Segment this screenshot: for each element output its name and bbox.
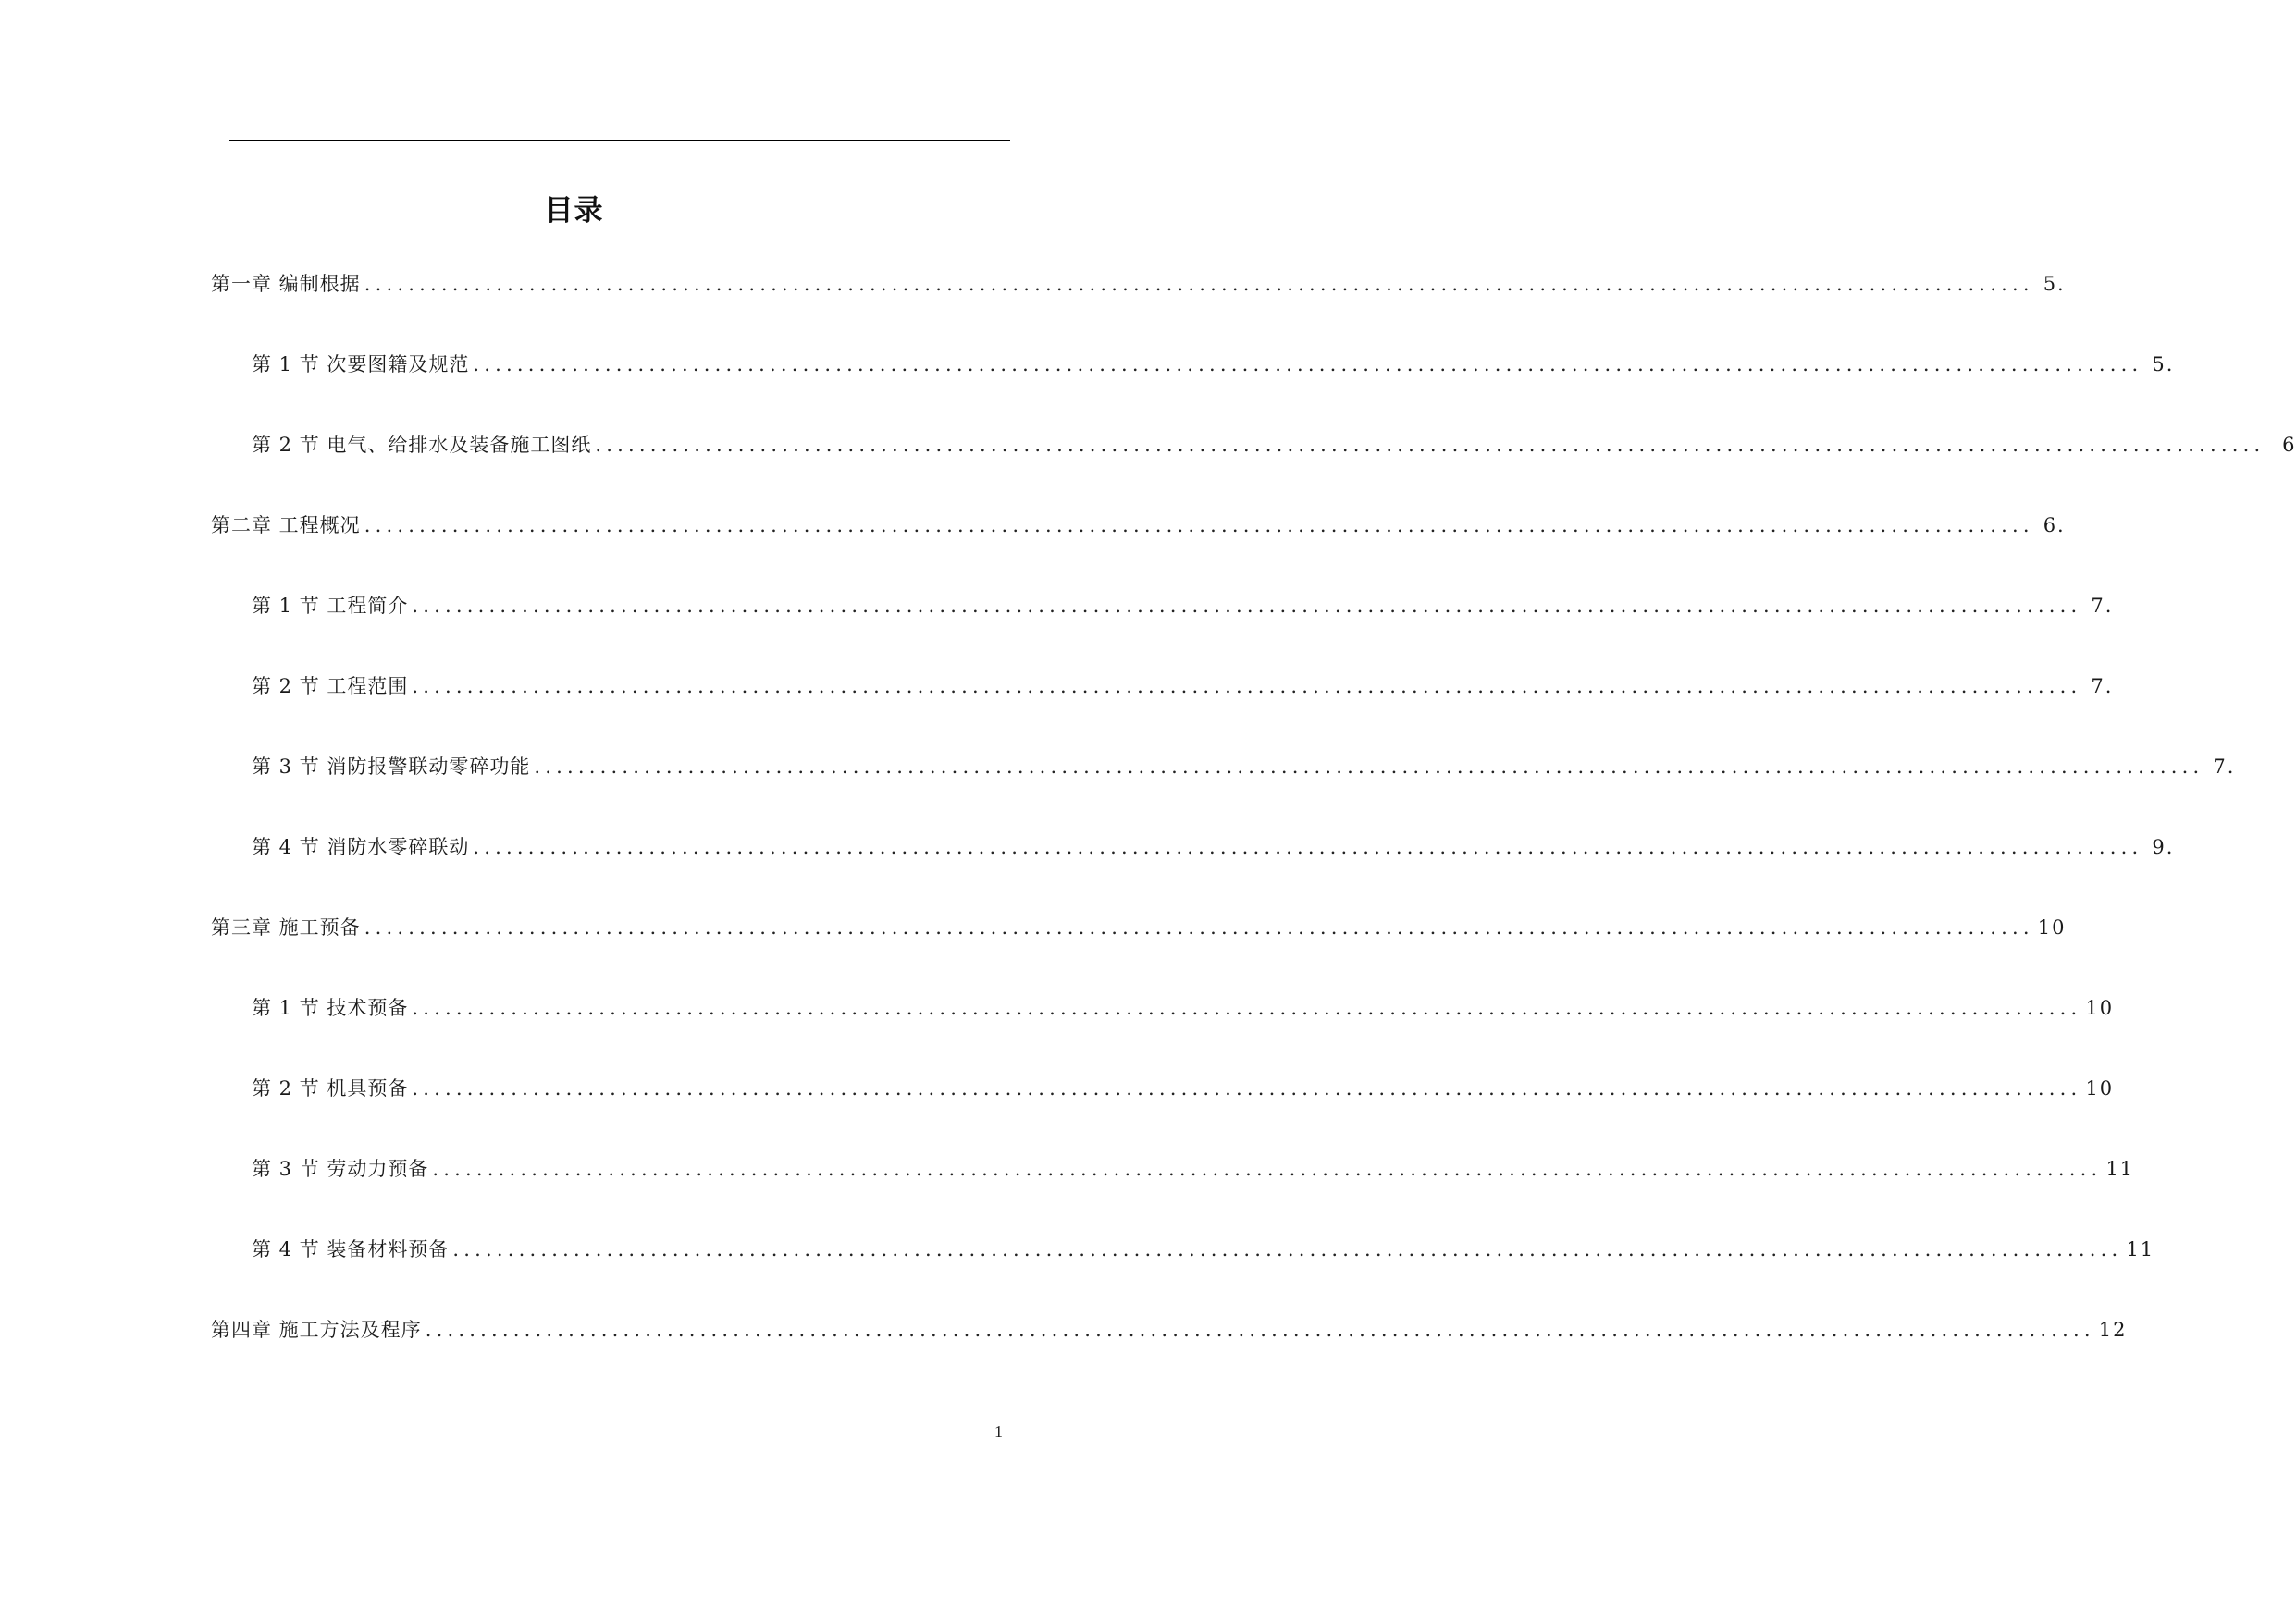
toc-entry-chapter-4[interactable] [211, 1316, 2128, 1396]
toc-entry-section-2-3[interactable] [211, 753, 2236, 833]
toc-entry-page: 11 [2105, 1158, 2135, 1180]
toc-entry-page: 5. [2152, 353, 2175, 375]
toc-entry-label: 第 2 节 工程范围 [252, 675, 409, 697]
toc-leader-dots: ........................................................................................................................................................ [412, 997, 2082, 1019]
toc-entry-label: 第四章 施工方法及程序 [211, 1319, 422, 1341]
toc-leader-dots: ........................................................................................................................................................ [412, 675, 2082, 697]
toc-entry-page: 7. [2213, 756, 2236, 778]
toc-entry-section-1-2[interactable] [211, 431, 2296, 511]
toc-leader-dots: ........................................................................................................................................................ [452, 1238, 2123, 1260]
toc-entry-page: 6 [2282, 434, 2296, 456]
toc-entry-page: 10 [2085, 997, 2115, 1019]
toc-entry-section-3-3[interactable] [211, 1155, 2135, 1236]
toc-entry-chapter-3[interactable] [211, 914, 2067, 994]
toc-entry-page: 11 [2126, 1238, 2155, 1260]
toc-entry-page: 9. [2152, 836, 2175, 858]
toc-entry-section-2-2[interactable] [211, 672, 2114, 753]
toc-entry-page: 10 [2037, 916, 2067, 939]
toc-entry-label: 第 1 节 技术预备 [252, 997, 409, 1019]
toc-entry-label: 第二章 工程概况 [211, 514, 361, 536]
toc-leader-dots: ........................................................................................................................................................ [364, 916, 2034, 939]
toc-entry-label: 第 2 节 电气、给排水及装备施工图纸 [252, 434, 592, 456]
table-of-contents [211, 270, 2296, 1396]
toc-entry-section-3-4[interactable] [211, 1236, 2155, 1316]
header-rule [229, 140, 1010, 141]
page-number: 1 [994, 1422, 1003, 1441]
toc-entry-chapter-1[interactable] [211, 270, 2066, 350]
toc-title: 目录 [544, 194, 604, 227]
toc-leader-dots: ........................................................................................................................................................ [412, 1077, 2082, 1100]
toc-entry-label: 第 1 节 工程简介 [252, 595, 409, 617]
toc-entry-page: 12 [2098, 1319, 2128, 1341]
toc-entry-label: 第 3 节 消防报警联动零碎功能 [252, 756, 531, 778]
toc-entry-section-2-1[interactable] [211, 592, 2114, 672]
toc-leader-dots: ........................................................................................................................................................ [364, 273, 2034, 295]
toc-leader-dots: ........................................................................................................................................................ [473, 353, 2143, 375]
toc-leader-dots: ........................................................................................................................................................ [473, 836, 2143, 858]
toc-entry-label: 第 2 节 机具预备 [252, 1077, 409, 1100]
toc-entry-section-3-1[interactable] [211, 994, 2115, 1075]
toc-entry-label: 第 1 节 次要图籍及规范 [252, 353, 470, 375]
toc-leader-dots: ........................................................................................................................................................ [425, 1319, 2095, 1341]
toc-entry-page: 5. [2043, 273, 2066, 295]
toc-entry-label: 第 4 节 装备材料预备 [252, 1238, 450, 1260]
toc-entry-page: 7. [2091, 675, 2114, 697]
toc-entry-label: 第 4 节 消防水零碎联动 [252, 836, 470, 858]
toc-entry-chapter-2[interactable] [211, 511, 2066, 592]
toc-entry-label: 第三章 施工预备 [211, 916, 361, 939]
toc-leader-dots: ........................................................................................................................................................ [534, 756, 2204, 778]
toc-entry-page: 10 [2085, 1077, 2115, 1100]
toc-entry-section-2-4[interactable] [211, 833, 2175, 914]
toc-entry-page: 7. [2091, 595, 2114, 617]
toc-entry-label: 第一章 编制根据 [211, 273, 361, 295]
toc-leader-dots: ........................................................................................................................................................ [595, 434, 2265, 456]
toc-entry-label: 第 3 节 劳动力预备 [252, 1158, 429, 1180]
toc-entry-page: 6. [2043, 514, 2066, 536]
toc-leader-dots: ........................................................................................................................................................ [364, 514, 2034, 536]
toc-leader-dots: ........................................................................................................................................................ [432, 1158, 2103, 1180]
toc-entry-section-3-2[interactable] [211, 1075, 2115, 1155]
toc-leader-dots: ........................................................................................................................................................ [412, 595, 2082, 617]
toc-entry-section-1-1[interactable] [211, 350, 2175, 431]
